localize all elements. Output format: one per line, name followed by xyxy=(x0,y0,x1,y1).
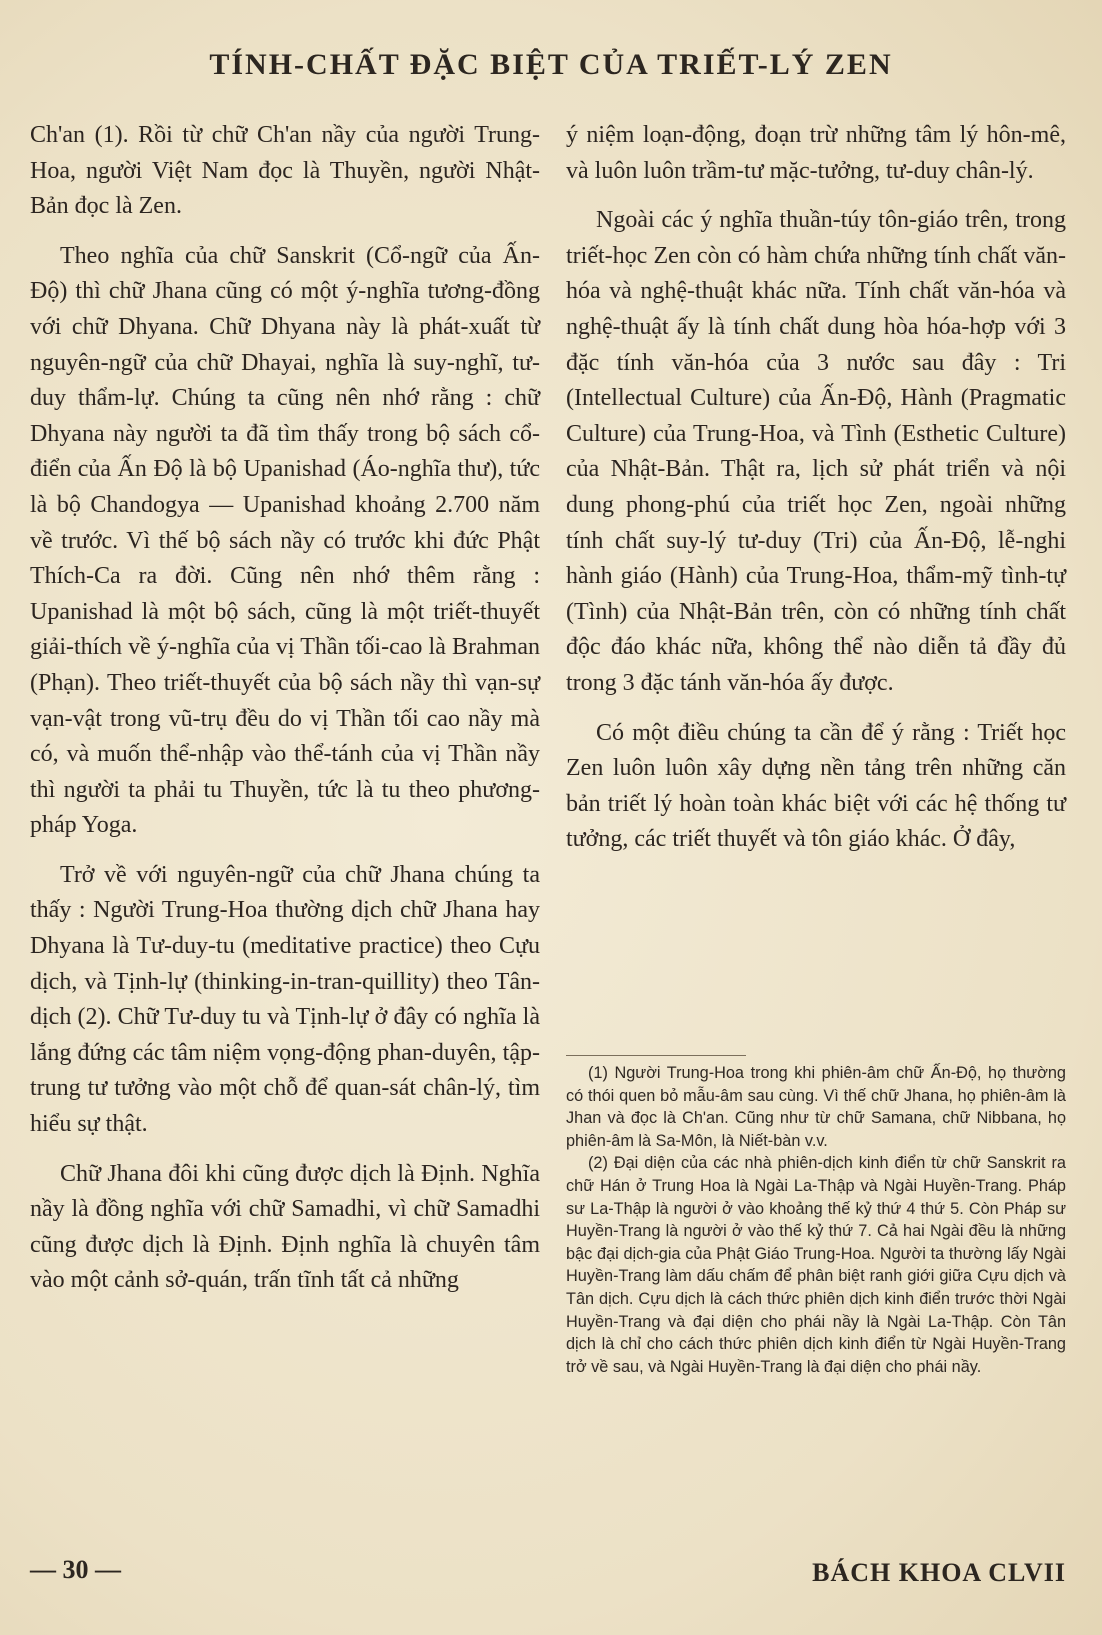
paragraph: Trở về với nguyên-ngữ của chữ Jhana chúng ta thấy : Người Trung-Hoa thường dịch chữ Jhana hay Dhyana là Tư-duy-tu (meditative practice) theo Cựu dịch, và Tịnh-lự (thinking-in-tran-quillity) theo Tân-dịch (2). Chữ Tư-duy tu và Tịnh-lự ở đây có nghĩa là lắng đứng các tâm niệm vọng-động phan-duyên, tập-trung tư tưởng vào một chỗ để quan-sát chân-lý, tìm hiểu sự thật. xyxy=(30,861,540,1138)
left-column xyxy=(30,118,540,1313)
page-number: — 30 — xyxy=(30,1555,121,1584)
paragraph: Chữ Jhana đôi khi cũng được dịch là Định. Nghĩa nầy là đồng nghĩa với chữ Samadhi, vì chữ Samadhi cũng được dịch là Định. Định nghĩa là chuyên tâm vào một cảnh sở-quán, trấn tĩnh tất cả những xyxy=(30,1160,540,1294)
footnotes xyxy=(566,1062,1066,1378)
page-title: TÍNH-CHẤT ĐẶC BIỆT CỦA TRIẾT-LÝ ZEN xyxy=(209,48,893,81)
footnote: (1) Người Trung-Hoa trong khi phiên-âm chữ Ấn-Độ, họ thường có thói quen bỏ mẫu-âm sau cùng. Vì thế chữ Jhana, họ phiên-âm là Jhan và đọc là Ch'an. Cũng như từ chữ Samana, chữ Nibbana, họ phiên-âm là Sa-Môn, là Niết-bàn v.v. xyxy=(566,1064,1066,1150)
magazine-name: BÁCH KHOA CLVII xyxy=(812,1558,1066,1587)
paragraph: Ch'an (1). Rồi từ chữ Ch'an nầy của người Trung-Hoa, người Việt Nam đọc là Thuyền, người Nhật-Bản đọc là Zen. xyxy=(30,122,540,220)
paragraph: Có một điều chúng ta cần để ý rằng : Triết học Zen luôn luôn xây dựng nền tảng trên những căn bản triết lý hoàn toàn khác biệt với các hệ thống tư tưởng, các triết thuyết và tôn giáo khác. Ở đây, xyxy=(566,719,1066,853)
footnote-divider xyxy=(566,1055,746,1056)
paragraph: Ngoài các ý nghĩa thuần-túy tôn-giáo trên, trong triết-học Zen còn có hàm chứa những tính chất văn-hóa và nghệ-thuật khác nữa. Tính chất văn-hóa và nghệ-thuật ấy là tính chất dung hòa hóa-hợp với 3 đặc tính văn-hóa của 3 nước sau đây : Tri (Intellectual Culture) của Ấn-Độ, Hành (Pragmatic Culture) của Trung-Hoa, và Tình (Esthetic Culture) của Nhật-Bản. Thật ra, lịch sử phát triển và nội dung phong-phú của triết học Zen, ngoài những tính chất suy-lý tư-duy (Tri) của Ấn-Độ, lễ-nghi hành giáo (Hành) của Trung-Hoa, thẩm-mỹ tình-tự (Tình) của Nhật-Bản trên, còn có những tính chất độc đáo khác nữa, không thể nào diễn tả đầy đủ trong 3 đặc tánh văn-hóa ấy được. xyxy=(566,207,1066,696)
paragraph: Theo nghĩa của chữ Sanskrit (Cổ-ngữ của Ấn-Độ) thì chữ Jhana cũng có một ý-nghĩa tương-đồng với chữ Dhyana. Chữ Dhyana này là phát-xuất từ nguyên-ngữ của chữ Dhayai, nghĩa là suy-nghĩ, tư-duy thẩm-lự. Chúng ta cũng nên nhớ rằng : chữ Dhyana này người ta đã tìm thấy trong bộ sách cổ-điển của Ấn Độ là bộ Upanishad (Áo-nghĩa thư), tức là bộ Chandogya — Upanishad khoảng 2.700 năm về trước. Vì thế bộ sách nầy có trước khi đức Phật Thích-Ca ra đời. Cũng nên nhớ thêm rằng : Upanishad là một bộ sách, cũng là một triết-thuyết giải-thích về ý-nghĩa của vị Thần tối-cao là Brahman (Phạn). Theo triết-thuyết của bộ sách nầy thì vạn-sự vạn-vật trong vũ-trụ đều do vị Thần tối cao nầy mà có, và muốn thể-nhập vào thể-tánh của vị Thần nầy thì người ta phải tu Thuyền, tức là tu theo phương-pháp Yoga. xyxy=(30,242,540,839)
paragraph: ý niệm loạn-động, đoạn trừ những tâm lý hôn-mê, và luôn luôn trầm-tư mặc-tưởng, tư-duy chân-lý. xyxy=(566,122,1066,184)
footnote: (2) Đại diện của các nhà phiên-dịch kinh điển từ chữ Sanskrit ra chữ Hán ở Trung Hoa là Ngài La-Thập và Ngài Huyền-Trang. Pháp sư La-Thập là người ở vào khoảng thế kỷ thứ 4 thứ 5. Còn Pháp sư Huyền-Trang là người ở vào thế kỷ thứ 7. Cả hai Ngài đều là những bậc đại dịch-gia của Phật Giáo Trung-Hoa. Người ta thường lấy Ngài Huyền-Trang làm dấu chấm để phân biệt ranh giới giữa Cựu dịch và Tân dịch. Cựu dịch là cách thức phiên dịch kinh điển trước thời Ngài Huyền-Trang và đại diện cho phái nầy là Ngài La-Thập. Còn Tân dịch là chỉ cho cách thức phiên dịch kinh điển từ Ngài Huyền-Trang trở về sau, và Ngài Huyền-Trang là đại diện cho phái nầy. xyxy=(566,1154,1066,1376)
right-column xyxy=(566,118,1066,872)
